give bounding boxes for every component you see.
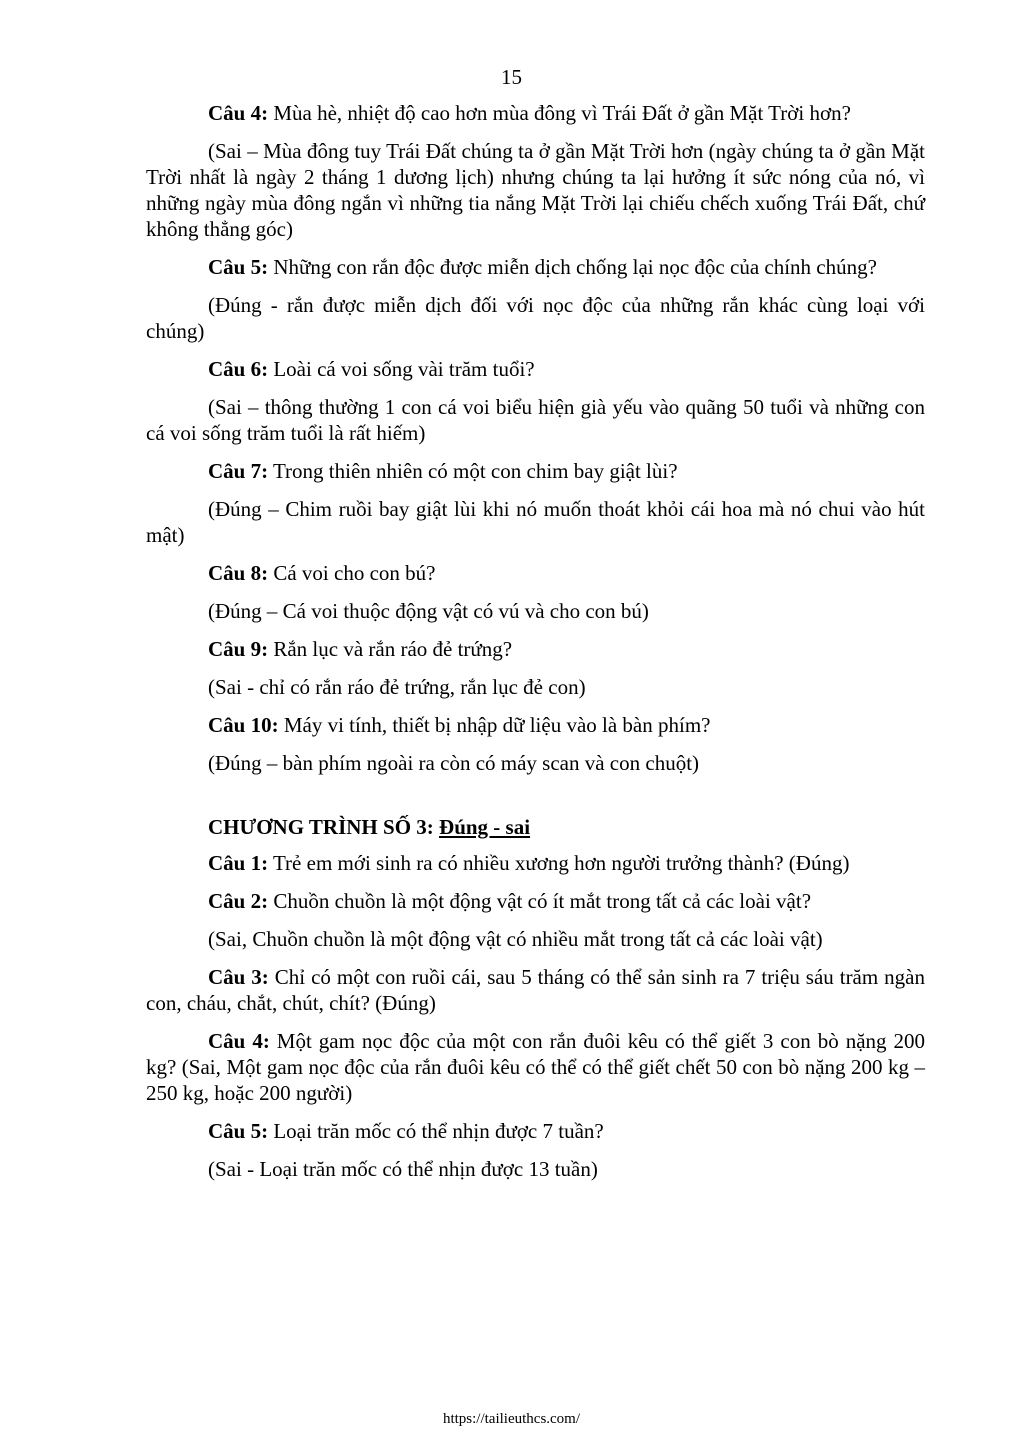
question-label: Câu 9:	[208, 637, 269, 661]
page-number: 15	[501, 65, 522, 89]
question-paragraph	[146, 964, 925, 1016]
question-paragraph	[146, 254, 925, 280]
question-label: Câu 6:	[208, 357, 269, 381]
question-label: Câu 5:	[208, 255, 269, 279]
question-paragraph	[146, 458, 925, 484]
answer-paragraph	[146, 394, 925, 446]
section-title	[146, 814, 925, 840]
question-label: Câu 2:	[208, 889, 269, 913]
question-paragraph	[146, 888, 925, 914]
question-text: Chỉ có một con ruồi cái, sau 5 tháng có thể sản sinh ra 7 triệu sáu trăm ngàn con, cháu, chắt, chút, chít? (Đúng)	[146, 965, 925, 1015]
question-text: Máy vi tính, thiết bị nhập dữ liệu vào là bàn phím?	[278, 713, 711, 737]
answer-text: (Đúng – Cá voi thuộc động vật có vú và cho con bú)	[208, 599, 649, 623]
section-title-underlined: Đúng - sai	[439, 815, 531, 839]
answer-text: (Sai - Loại trăn mốc có thể nhịn được 13 tuần)	[208, 1157, 598, 1181]
question-text: Rắn lục và rắn ráo đẻ trứng?	[268, 637, 513, 661]
question-label: Câu 4:	[208, 1029, 270, 1053]
answer-text: (Sai – Mùa đông tuy Trái Đất chúng ta ở gần Mặt Trời hơn (ngày chúng ta ở gần Mặt Trời nhất là ngày 2 tháng 1 dương lịch) nhưng chúng ta lại hưởng ít sức nóng của nó, vì những ngày mùa đông ngắn vì những tia nắng Mặt Trời lại chiếu chếch xuống Trái Đất, chứ không thẳng góc)	[146, 139, 925, 241]
answer-text: (Đúng – Chim ruồi bay giật lùi khi nó muốn thoát khỏi cái hoa mà nó chui vào hút mật)	[146, 497, 925, 547]
answer-paragraph	[146, 598, 925, 624]
question-paragraph	[146, 100, 925, 126]
answer-paragraph	[146, 1156, 925, 1182]
answer-text: (Sai – thông thường 1 con cá voi biểu hiện già yếu vào quãng 50 tuổi và những con cá voi sống trăm tuổi là rất hiếm)	[146, 395, 925, 445]
question-paragraph	[146, 1028, 925, 1106]
question-text: Mùa hè, nhiệt độ cao hơn mùa đông vì Trái Đất ở gần Mặt Trời hơn?	[268, 101, 851, 125]
question-label: Câu 10:	[208, 713, 279, 737]
document-body	[146, 100, 925, 1194]
answer-paragraph	[146, 750, 925, 776]
answer-paragraph	[146, 926, 925, 952]
question-text: Chuồn chuồn là một động vật có ít mắt trong tất cả các loài vật?	[268, 889, 812, 913]
answer-paragraph	[146, 292, 925, 344]
question-label: Câu 1:	[208, 851, 269, 875]
question-list-part1	[146, 100, 925, 776]
answer-paragraph	[146, 496, 925, 548]
question-text: Loài cá voi sống vài trăm tuổi?	[268, 357, 535, 381]
answer-paragraph	[146, 674, 925, 700]
question-paragraph	[146, 356, 925, 382]
question-label: Câu 4:	[208, 101, 269, 125]
question-label: Câu 8:	[208, 561, 269, 585]
question-paragraph	[146, 636, 925, 662]
question-text: Một gam nọc độc của một con rắn đuôi kêu có thể giết 3 con bò nặng 200 kg? (Sai, Một gam nọc độc của rắn đuôi kêu có thể có thể giết chết 50 con bò nặng 200 kg – 250 kg, hoặc 200 người)	[146, 1029, 925, 1105]
answer-paragraph	[146, 138, 925, 242]
question-label: Câu 3:	[208, 965, 269, 989]
question-label: Câu 7:	[208, 459, 269, 483]
question-text: Trẻ em mới sinh ra có nhiều xương hơn người trưởng thành? (Đúng)	[268, 851, 850, 875]
answer-text: (Sai, Chuồn chuồn là một động vật có nhiều mắt trong tất cả các loài vật)	[208, 927, 823, 951]
section-title-prefix: CHƯƠNG TRÌNH SỐ 3:	[208, 815, 440, 839]
question-paragraph	[146, 1118, 925, 1144]
answer-text: (Đúng – bàn phím ngoài ra còn có máy scan và con chuột)	[208, 751, 700, 775]
answer-text: (Đúng - rắn được miễn dịch đối với nọc độc của những rắn khác cùng loại với chúng)	[146, 293, 925, 343]
question-text: Cá voi cho con bú?	[268, 561, 436, 585]
question-label: Câu 5:	[208, 1119, 269, 1143]
question-paragraph	[146, 560, 925, 586]
question-paragraph	[146, 712, 925, 738]
question-text: Loại trăn mốc có thể nhịn được 7 tuần?	[268, 1119, 604, 1143]
question-text: Trong thiên nhiên có một con chim bay giật lùi?	[268, 459, 678, 483]
question-text: Những con rắn độc được miễn dịch chống lại nọc độc của chính chúng?	[268, 255, 877, 279]
question-list-part2	[146, 850, 925, 1182]
answer-text: (Sai - chỉ có rắn ráo đẻ trứng, rắn lục đẻ con)	[208, 675, 586, 699]
footer-url: https://tailieuthcs.com/	[442, 1411, 581, 1427]
question-paragraph	[146, 850, 925, 876]
